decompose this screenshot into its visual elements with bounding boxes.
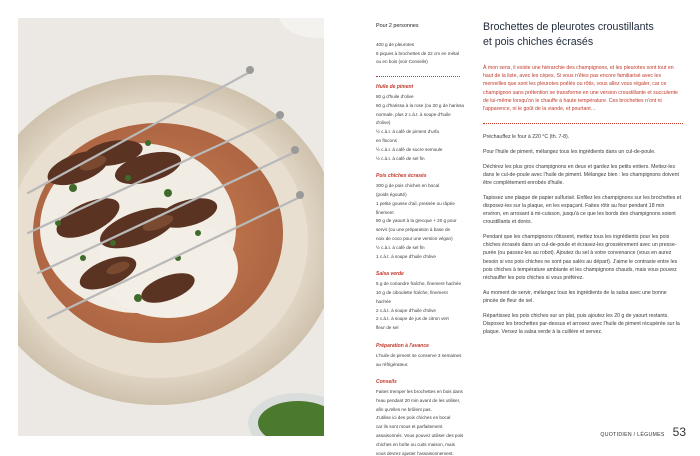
ingredient-line: J'utilise ici des pois chiches en bocal — [376, 415, 451, 421]
ingredient-line: 60 g d'harissa à la rose (ou 30 g de harissa — [376, 102, 464, 108]
recipe-step: Pour l'huile de piment, mélangez tous les ingrédients dans un cul-de-poule. — [483, 148, 656, 155]
ingredient-line: car ils sont mous et parfaitement — [376, 424, 443, 430]
ingredient-line: chiches en boîte ou cuits maison, mais — [376, 441, 455, 447]
recipe-title-line-1: Brochettes de pleurotes croustillants — [483, 21, 654, 33]
recipe-photo — [18, 18, 324, 436]
ingredient-line: ½ c.à.t. à café de sel fin — [376, 155, 425, 161]
chili-oil-section — [376, 83, 468, 163]
servings: Pour 2 personnes — [376, 23, 419, 29]
ingredient-line: L'huile de piment se conserve 3 semaines — [376, 352, 462, 358]
recipe-column — [483, 20, 683, 343]
separator — [483, 123, 683, 124]
recipe-step: Au moment de servir, mélangez tous les ingrédients de la salsa avec une bonne pincée de fleur de sel. — [483, 289, 667, 304]
ingredient-line: 6 piques à brochettes de 22 cm en métal — [376, 50, 459, 56]
ingredient-line: 2 c.à.t. à soupe d'huile d'olive — [376, 307, 436, 313]
ingredient-line: ½ c.à.t. à café de piment d'urfa — [376, 129, 439, 135]
ingredient-line: d'olive) — [376, 120, 391, 126]
dish-illustration — [18, 18, 324, 436]
section-label: QUOTIDIEN / LÉGUMES — [600, 432, 665, 438]
base-ingredients — [376, 41, 468, 67]
ingredient-line: en flocons — [376, 137, 397, 143]
ingredient-line: ½ c.à.t. à café de sel fin — [376, 244, 425, 250]
recipe-step: Tapissez une plaque de papier sulfurisé. Enfilez les champignons sur les brochettes et disposez-les sur la plaque, en les espaçant. Faites rôtir au four pendant 18 min environ, en arrosant à mi-cuisson, jusqu'à ce que les bords des champignons soient croustillants et dorés. — [483, 194, 682, 226]
ingredient-line: afin qu'elles ne brûlent pas. — [376, 406, 432, 412]
ingredient-line: l'eau pendant 20 min avant de les utiliser, — [376, 397, 461, 403]
section-title: Préparation à l'avance — [376, 342, 429, 349]
recipe-step: Préchauffez le four à 220 °C (th. 7-8). — [483, 134, 570, 141]
ingredient-line: 1 c.à.t. à soupe d'huile d'olive — [376, 253, 436, 259]
section-title: Conseils — [376, 379, 397, 386]
ingredient-line: ½ c.à.t. à café de sucre semoule — [376, 146, 443, 152]
section-title: Pois chiches écrasés — [376, 173, 427, 180]
ingredient-line: 80 g de yaourt à la grecque + 20 g pour — [376, 218, 457, 224]
salsa-section — [376, 270, 468, 333]
ingredient-line: hachée — [376, 298, 392, 304]
ingredient-line: Faites tremper les brochettes en bois dans — [376, 389, 463, 395]
ingredient-line: assaisonnés. Vous pouvez utiliser des pois — [376, 433, 464, 439]
ingredient-line: 400 g de pleurotes — [376, 41, 415, 47]
ingredient-line: 10 g de ciboulette fraîche, finement — [376, 289, 448, 295]
chickpeas-section — [376, 172, 468, 261]
page-number: 53 — [672, 425, 686, 439]
recipe-title-line-2: et pois chiches écrasés — [483, 36, 594, 48]
make-ahead-section — [376, 342, 468, 369]
ingredient-line: 1 petite gousse d'ail, pressée ou râpée — [376, 200, 455, 206]
ingredient-line: finement — [376, 209, 394, 215]
ingredient-line: ou en bois (voir Conseils) — [376, 59, 428, 65]
ingredient-line: 80 g d'huile d'olive — [376, 93, 414, 99]
separator — [376, 76, 460, 77]
ingredient-line: 5 g de coriandre fraîche, finement hachée — [376, 281, 462, 287]
recipe-step: Déchirez les plus gros champignons en deux et gardez les petits entiers. Mettez-les dans le cul-de-poule avec l'huile de piment. Mélangez bien : les champignons doivent être complètement enrobés d'huile. — [483, 163, 679, 187]
tips-section — [376, 378, 468, 456]
page-footer — [600, 425, 686, 439]
ingredient-line: au réfrigérateur. — [376, 361, 409, 367]
ingredient-line: 300 g de pois chiches en bocal — [376, 183, 440, 189]
ingredient-line: 2 c.à.t. à soupe de jus de citron vert — [376, 316, 449, 322]
recipe-title — [483, 20, 683, 50]
ingredient-line: (poids égoutté) — [376, 191, 407, 197]
ingredient-line: noix de coco pour une version végan) — [376, 235, 453, 241]
ingredient-line: fleur de sel — [376, 325, 399, 331]
recipe-step: Répartissez les pois chiches sur un plat, puis ajoutez les 20 g de yaourt restants. Disposez les brochettes par-dessus et arrosez avec l'huile de piment récupérée sur la plaque. Versez la salsa verde à la cuillère et servez. — [483, 312, 680, 336]
section-title: Huile de piment — [376, 84, 414, 91]
recipe-step: Pendant que les champignons rôtissent, mettez tous les ingrédients pour les pois chiches écrasés dans un cul-de-poule et écrasez-les grossièrement avec un presse-purée (ou passez-les au robot). Ajoutez du sel à votre convenance (vous en aurez besoin si vos pois chiches ne sont pas salés au départ). J'aime le contraste entre les pois chiches à température ambiante et les champignons chauds, mais vous pouvez réchauffer les pois chiches si vous préférez. — [483, 234, 678, 282]
section-title: Salsa verde — [376, 271, 404, 278]
ingredient-line: vous devrez ajuster l'assaisonnement. — [376, 450, 454, 456]
recipe-intro: À mon sens, il existe une hiérarchie des champignons, et les pleurotes sont tout en haut de la liste, avec les cèpes. Si vous n'êtes pas encore familiarisé avec les merveilles que sont les pleurotes poêlés ou rôtis, vous allez vous régaler, car ce champignon sans prétention se transforme en une version croustillante et succulente de lui-même lorsqu'on le chauffe à haute température. Ces brochettes n'ont ni l'apparence, ni le goût de la viande, et pourtant… — [483, 65, 678, 113]
ingredients-column — [376, 22, 468, 456]
ingredient-line: servir (ou une préparation à base de — [376, 227, 451, 233]
ingredient-line: normale, plus 2 c.à.t. à soupe d'huile — [376, 111, 451, 117]
